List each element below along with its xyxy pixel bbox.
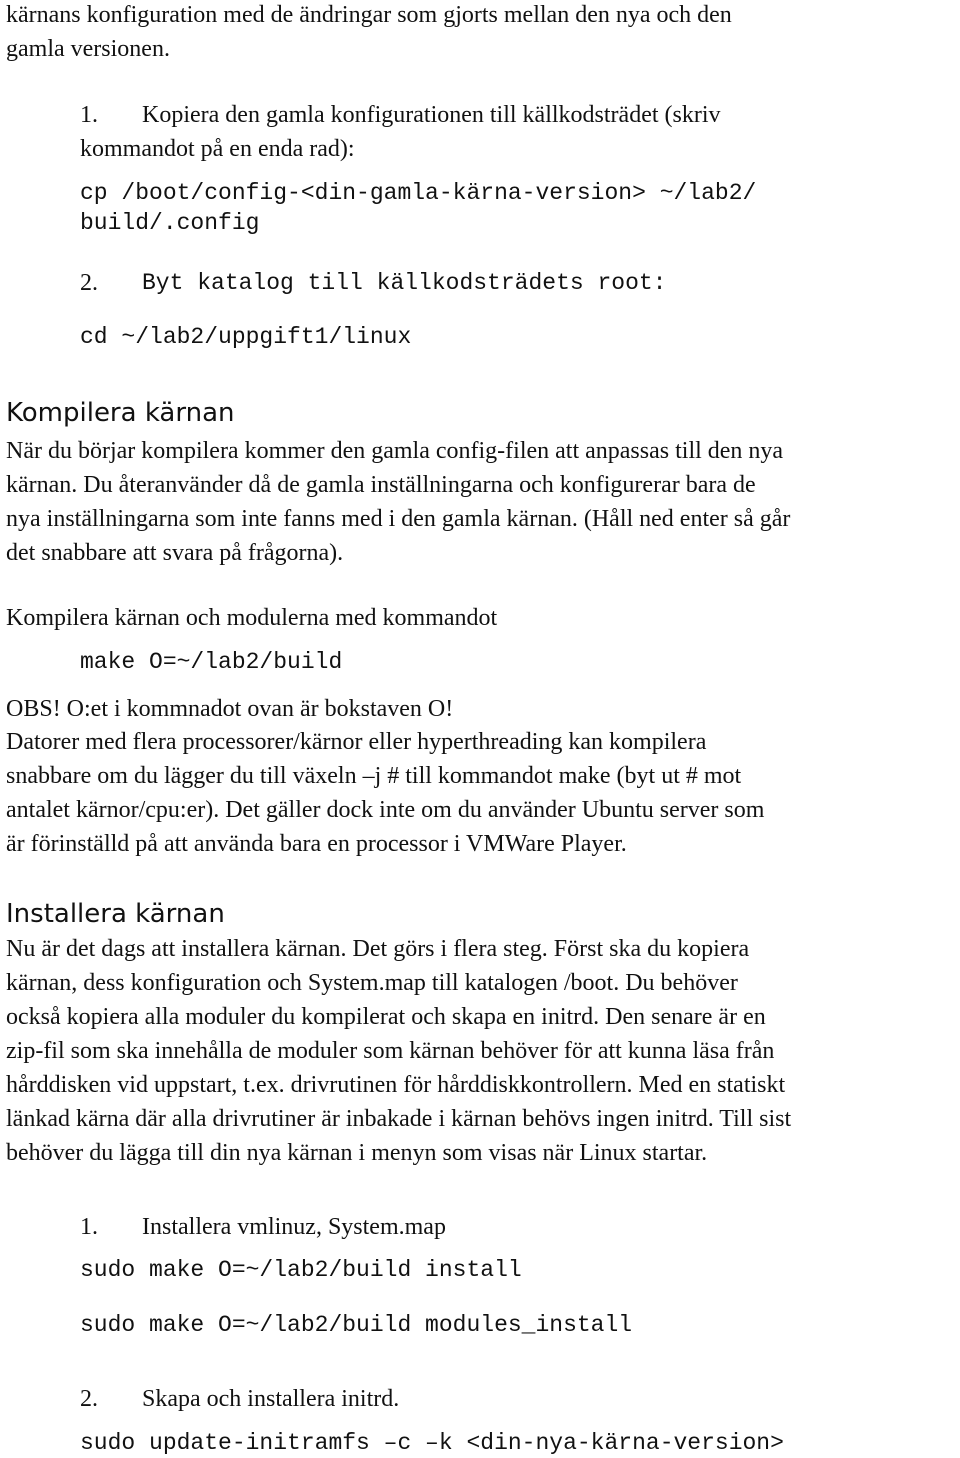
step2-number: 2.	[80, 270, 98, 296]
step1-command	[80, 178, 756, 238]
install-item1-number: 1.	[80, 1214, 98, 1240]
code-line: build/.config	[80, 210, 260, 236]
heading-compile: Kompilera kärnan	[6, 398, 235, 428]
install-command-install: sudo make O=~/lab2/build install	[80, 1257, 522, 1283]
compile-command-intro: Kompilera kärnan och modulerna med kommandot	[6, 605, 498, 631]
paragraph-line: kärnan. Du återanvänder då de gamla inställningarna och konfigurerar bara de	[6, 472, 756, 498]
compile-note: OBS! O:et i kommnadot ovan är bokstaven O!	[6, 696, 454, 722]
tip-line: Datorer med flera processorer/kärnor eller hyperthreading kan kompilera	[6, 729, 707, 755]
paragraph-line: zip-fil som ska innehålla de moduler som kärnan behöver för att kunna läsa från	[6, 1038, 775, 1064]
paragraph-line: det snabbare att svara på frågorna).	[6, 540, 344, 566]
paragraph-line: När du börjar kompilera kommer den gamla config-filen att anpassas till den nya	[6, 438, 784, 464]
install-item2-number: 2.	[80, 1386, 98, 1412]
paragraph-line: nya inställningarna som inte fanns med i den gamla kärnan. (Håll ned enter så går	[6, 506, 791, 532]
paragraph-line: hårddisken vid uppstart, t.ex. drivrutinen för hårddiskkontrollern. Med en statiskt	[6, 1072, 786, 1098]
install-paragraph	[6, 932, 791, 1170]
intro-paragraph	[6, 0, 732, 66]
paragraph-line: Nu är det dags att installera kärnan. Det görs i flera steg. Först ska du kopiera	[6, 936, 750, 962]
paragraph-line: kärnan, dess konfiguration och System.map till katalogen /boot. Du behöver	[6, 970, 738, 996]
code-line: cp /boot/config-<din-gamla-kärna-version> ~/lab2/	[80, 180, 757, 206]
step1-text-line: kommandot på en enda rad):	[80, 136, 355, 162]
tip-line: antalet kärnor/cpu:er). Det gäller dock inte om du använder Ubuntu server som	[6, 797, 765, 823]
initramfs-command: sudo update-initramfs –c –k <din-nya-kärna-version>	[80, 1430, 784, 1456]
paragraph-line: länkad kärna där alla drivrutiner är inbakade i kärnan behövs ingen initrd. Till sist	[6, 1106, 792, 1132]
tip-line: snabbare om du lägger du till växeln –j # till kommandot make (byt ut # mot	[6, 763, 742, 789]
install-item2-text: Skapa och installera initrd.	[142, 1386, 400, 1412]
install-item1-text: Installera vmlinuz, System.map	[142, 1214, 446, 1240]
heading-install: Installera kärnan	[6, 899, 225, 929]
compile-paragraph	[6, 434, 790, 570]
step1-number: 1.	[80, 102, 98, 128]
step1-text-line: Kopiera den gamla konfigurationen till källkodsträdet (skriv	[142, 102, 721, 128]
paragraph-line: också kopiera alla moduler du kompilerat och skapa en initrd. Den senare är en	[6, 1004, 766, 1030]
tip-line: är förinställd på att använda bara en processor i VMWare Player.	[6, 831, 627, 857]
install-command-modules: sudo make O=~/lab2/build modules_install	[80, 1312, 633, 1338]
intro-line: gamla versionen.	[6, 36, 170, 62]
compile-tip	[6, 725, 764, 861]
paragraph-line: behöver du lägga till din nya kärnan i menyn som visas när Linux startar.	[6, 1140, 708, 1166]
compile-command: make O=~/lab2/build	[80, 649, 343, 675]
step2-text: Byt katalog till källkodsträdets root:	[142, 270, 667, 296]
intro-line: kärnans konfiguration med de ändringar som gjorts mellan den nya och den	[6, 2, 732, 28]
step2-command: cd ~/lab2/uppgift1/linux	[80, 324, 412, 350]
